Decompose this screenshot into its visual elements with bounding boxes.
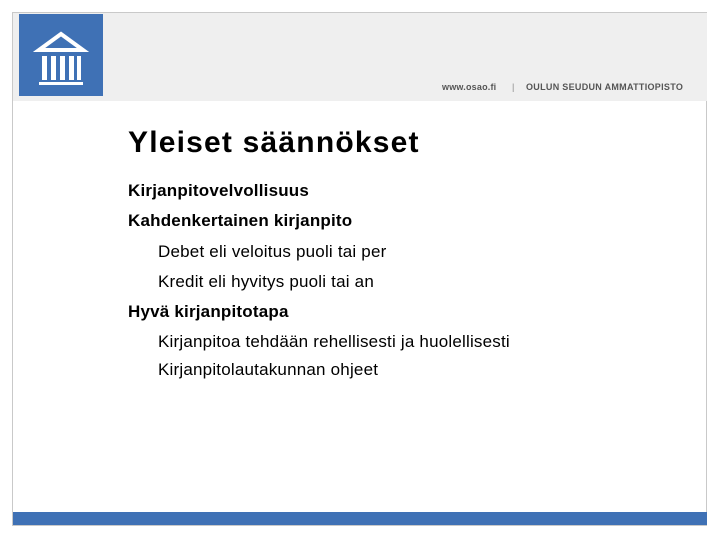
- bullet-item: Kahdenkertainen kirjanpito: [128, 211, 353, 230]
- sub-bullet-item: Kredit eli hyvitys puoli tai an: [158, 272, 374, 291]
- bullet-item: Kirjanpitovelvollisuus: [128, 181, 310, 200]
- site-url[interactable]: www.osao.fi: [442, 82, 497, 92]
- slide-title: Yleiset säännökset: [128, 126, 420, 159]
- sub-bullet-item: Kirjanpitoa tehdään rehellisesti ja huolellisesti: [158, 332, 510, 351]
- logo: [19, 14, 103, 96]
- sub-bullet-item: Kirjanpitolautakunnan ohjeet: [158, 360, 379, 379]
- footer-bar: [13, 512, 707, 525]
- organization-name: OULUN SEUDUN AMMATTIOPISTO: [526, 82, 684, 92]
- header-separator: |: [512, 82, 515, 92]
- sub-bullet-item: Debet eli veloitus puoli tai per: [158, 242, 387, 261]
- bullet-item: Hyvä kirjanpitotapa: [128, 302, 289, 321]
- osao-building-logo-icon: [19, 14, 103, 96]
